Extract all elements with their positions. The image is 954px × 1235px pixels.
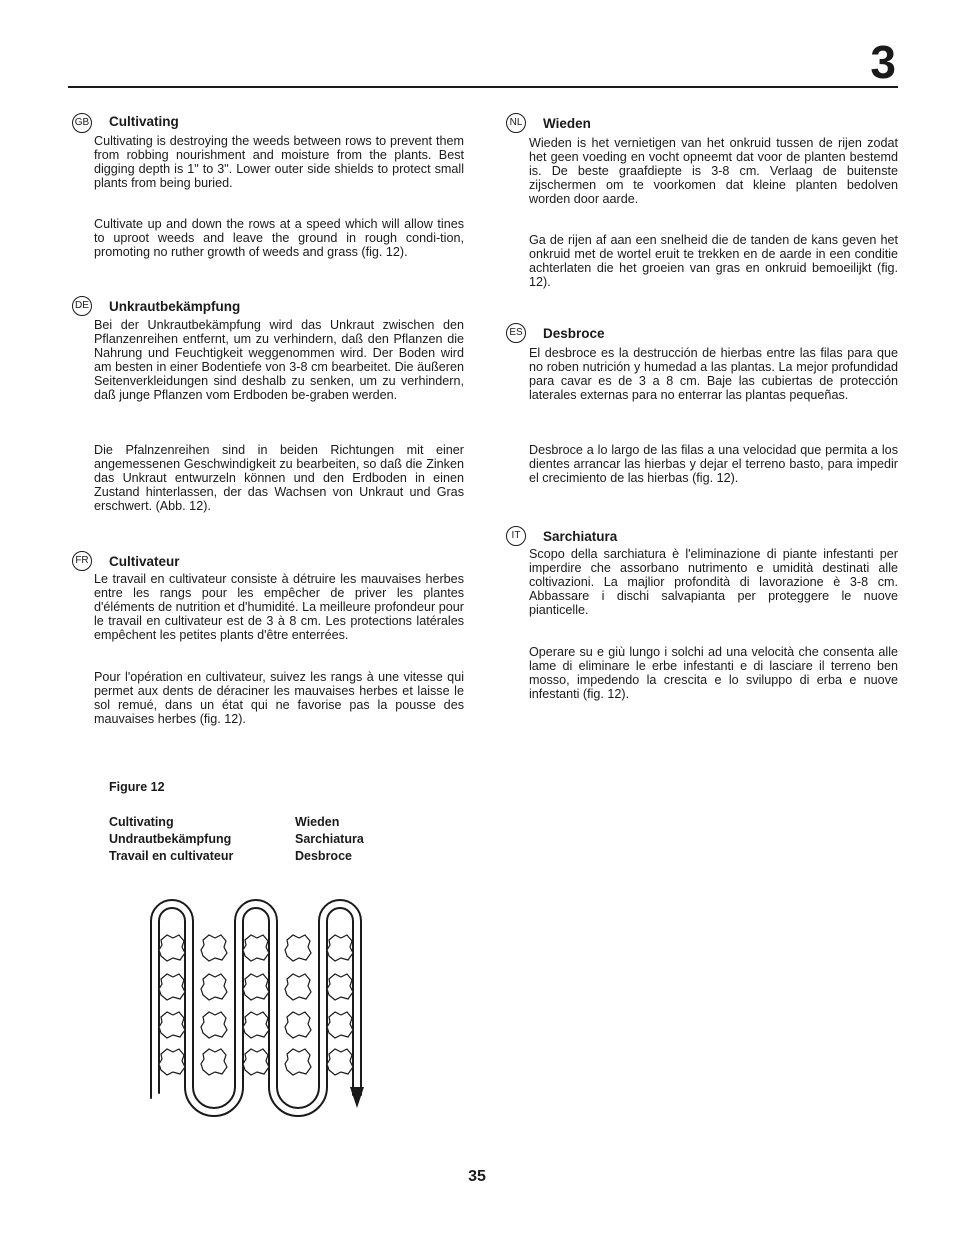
section-title: Cultivateur — [109, 554, 180, 569]
figure-legend-left — [109, 814, 233, 865]
legend-item: Wieden — [295, 815, 340, 829]
cultivation-path-diagram — [140, 895, 380, 1125]
paragraph: Le travail en cultivateur consiste à détruire les mauvaises herbes entre les rangs pour les empêcher de priver les plantes d'éléments de nutrition et d'humidité. La meilleure profondeur pour le travail en cultivateur est de 3 à 8 cm. Les protections latérales empêchent les petites plants d'être enterrées. — [94, 572, 464, 642]
figure-label: Figure 12 — [109, 780, 165, 794]
language-badge-es: ES — [506, 323, 526, 343]
direction-arrow-icon — [350, 1087, 364, 1108]
paragraph: Cultivating is destroying the weeds between rows to prevent them from robbing nourishment and moisture from the plants. Best digging depth is 1" to 3". Lower outer side shields to protect small plants from being buried. — [94, 134, 464, 190]
plants — [159, 935, 353, 1075]
figure-legend-right — [295, 814, 364, 865]
section-es — [506, 323, 898, 493]
paragraph: Scopo della sarchiatura è l'eliminazione di piante infestanti per imperdire che assorbano nutrimento e umidità destinati alle coltivazioni. La majlior profondità di lavorazione è 3-8 cm. Abbassare i dischi salvapianta per proteggere le nuove pianticelle. — [529, 547, 898, 617]
paragraph: Pour l'opération en cultivateur, suivez les rangs à une vitesse qui permet aux dents de déraciner les mauvaises herbes et laisse le sol remué, dans un état qui ne favorise pas la pousse des mauvaises herbes (fig. 12). — [94, 670, 464, 726]
section-title: Cultivating — [109, 114, 179, 129]
language-badge-fr: FR — [72, 551, 92, 571]
language-badge-nl: NL — [506, 113, 526, 133]
section-title: Wieden — [543, 116, 591, 131]
paragraph: Operare su e giù lungo i solchi ad una velocità che consenta alle lame di eliminare le erbe infestanti e di lasciare il terreno ben mosso, impedendo la crescita e lo sviluppo di erba e nuove infestanti (fig. 12). — [529, 645, 898, 701]
page-number: 35 — [468, 1168, 486, 1185]
section-fr — [72, 551, 464, 731]
legend-item: Travail en cultivateur — [109, 849, 234, 863]
language-badge-de: DE — [72, 296, 92, 316]
section-title: Unkrautbekämpfung — [109, 299, 241, 314]
section-gb — [72, 113, 464, 263]
section-title: Desbroce — [543, 326, 605, 341]
section-title: Sarchiatura — [543, 529, 618, 544]
paragraph: Wieden is het vernietigen van het onkruid tussen de rijen zodat het geen voeding en vocht opneemt dat voor de planten bestemd is. De beste graafdiepte is 3-8 cm. Verlaag de buitenste zijschermen om te voorkomen dat kleine planten bedolven worden door aarde. — [529, 136, 898, 206]
section-it — [506, 526, 898, 706]
paragraph: Die Pfalnzenreihen sind in beiden Richtungen mit einer angemessenen Geschwindigkeit zu bearbeiten, so daß die Zinken das Unkraut entwurzeln können und den Erdboden in einen Zustand hinterlassen, der das Wachsen von Unkraut und Gras erschwert. (Abb. 12). — [94, 443, 464, 513]
paragraph: Cultivate up and down the rows at a speed which will allow tines to uproot weeds and leave the ground in rough condi-tion, promoting no ruther growth of weeds and grass (fig. 12). — [94, 217, 464, 259]
chapter-number: 3 — [870, 36, 896, 88]
language-badge-gb: GB — [72, 113, 92, 133]
header-rule — [68, 86, 898, 88]
paragraph: Ga de rijen af aan een snelheid die de tanden de kans geven het onkruid met de wortel eruit te trekken en de aarde in een conditie achterlaten die het groeien van gras en onkruid bemoeilijkt (fig. 12). — [529, 233, 898, 289]
section-de — [72, 296, 464, 516]
paragraph: Bei der Unkrautbekämpfung wird das Unkraut zwischen den Pflanzenreihen entfernt, um zu verhindern, daß den Pflanzen die Nahrung und Feuchtigkeit weggenommen wird. Der Boden wird am besten in einer Bodentiefe von 3-8 cm bearbeitet. Die äußeren Seitenverkleidungen sind deshalb zu senken, um zu verhindern, daß junge Pflanzen vom Erdboden be-graben werden. — [94, 318, 464, 402]
legend-item: Undrautbekämpfung — [109, 832, 232, 846]
legend-item: Sarchiatura — [295, 832, 364, 846]
section-nl — [506, 113, 898, 293]
paragraph: El desbroce es la destrucción de hierbas entre las filas para que no roben nutrición y humedad a las plantas. La mejor profundidad para cavar es de 3 a 8 cm. Baje las cubiertas de protección laterales externas para no enterrar las plantas pequeñas. — [529, 346, 898, 402]
legend-item: Cultivating — [109, 815, 174, 829]
language-badge-it: IT — [506, 526, 526, 546]
paragraph: Desbroce a lo largo de las filas a una velocidad que permita a los dientes arrancar las hierbas y dejar el terreno basto, para impedir el crecimiento de las hierbas (fig. 12). — [529, 443, 898, 485]
cultivation-path-outer — [151, 900, 361, 1108]
legend-item: Desbroce — [295, 849, 352, 863]
